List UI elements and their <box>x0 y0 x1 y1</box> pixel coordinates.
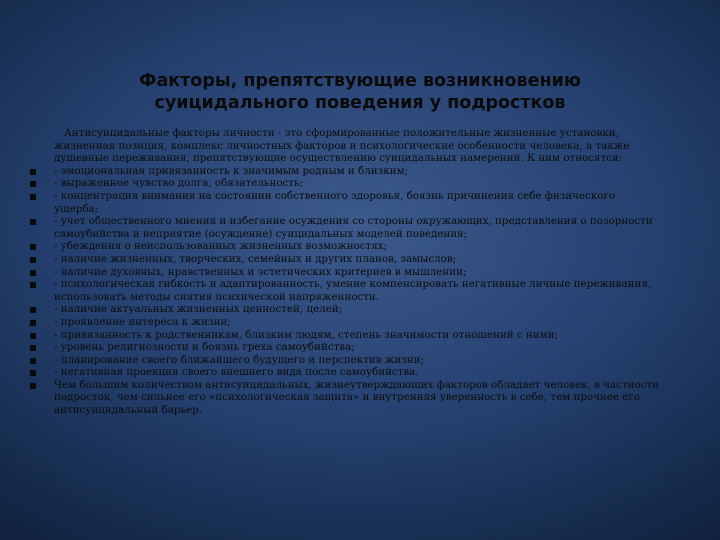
list-item <box>30 190 662 215</box>
list-item-text: - проявление интереса к жизни; <box>54 315 231 328</box>
bullet-square-icon <box>30 181 36 187</box>
list-item <box>30 240 662 253</box>
bullet-list <box>30 165 662 417</box>
list-item-text: - эмоциональная привязанность к значимым родным и близким; <box>54 164 409 177</box>
list-item-text: - привязанность к родственникам, близким людям, степень значимости отношений с ними; <box>54 328 558 341</box>
list-item <box>30 303 662 316</box>
list-item-text: - наличие актуальных жизненных ценностей, целей; <box>54 303 343 316</box>
slide-title <box>60 70 660 114</box>
list-item <box>30 177 662 190</box>
bullet-square-icon <box>30 383 36 389</box>
list-item <box>30 215 662 240</box>
list-item-text: - наличие духовных, нравственных и эстетических критериев в мышлении; <box>54 265 467 278</box>
bullet-square-icon <box>30 370 36 376</box>
bullet-square-icon <box>30 194 36 200</box>
list-item-text: - концентрация внимания на состоянии собственного здоровья, боязнь причинения себе физического ущерба; <box>54 189 616 215</box>
list-item <box>30 316 662 329</box>
bullet-square-icon <box>30 320 36 326</box>
bullet-square-icon <box>30 270 36 276</box>
title-line-1: Факторы, препятствующие возникновению <box>139 71 581 91</box>
list-item-text: - убеждения о неиспользованных жизненных возможностях; <box>54 240 388 253</box>
list-item <box>30 366 662 379</box>
bullet-square-icon <box>30 333 36 339</box>
bullet-square-icon <box>30 219 36 225</box>
list-item-text: - выраженное чувство долга, обязательность; <box>54 177 304 190</box>
bullet-square-icon <box>30 257 36 263</box>
list-item-text: - учет общественного мнения и избегание осуждения со стороны окружающих, представления о позорности самоубийства и неприятие (осуждение) суицидальных моделей поведения; <box>54 215 653 240</box>
title-line-2: суицидального поведения у подростков <box>154 93 566 113</box>
list-item <box>30 354 662 367</box>
list-item <box>30 341 662 354</box>
list-item-text: - уровень религиозности и боязнь греха самоубийства; <box>54 341 355 354</box>
bullet-square-icon <box>30 282 36 288</box>
list-item-text: Чем большим количеством антисуицидальных, жизнеутверждающих факторов обладает человек, в частности подросток, чем сильнее его «психологическая защита» и внутренняя уверенность в себе, тем прочнее его антисуицидальный барьер. <box>54 378 660 417</box>
list-item <box>30 379 662 417</box>
list-item-text: - психологическая гибкость и адаптированность, умение компенсировать негативные личные переживания, использовать методы снятия психической напряженности. <box>54 278 652 303</box>
list-item-text: - планирование своего ближайшего будущего и перспектив жизни; <box>54 353 424 366</box>
list-item-text: - наличие жизненных, творческих, семейных и других планов, замыслов; <box>54 252 457 265</box>
list-item <box>30 266 662 279</box>
list-item <box>30 278 662 303</box>
list-item-text: - негативная проекция своего внешнего вида после самоубийства. <box>54 366 419 379</box>
bullet-square-icon <box>30 307 36 313</box>
list-item <box>30 165 662 178</box>
bullet-square-icon <box>30 244 36 250</box>
list-item <box>30 329 662 342</box>
bullet-square-icon <box>30 358 36 364</box>
slide-body <box>30 127 662 417</box>
list-item <box>30 253 662 266</box>
intro-paragraph: Антисуицидальные факторы личности - это сформированные положительные жизненные установки, жизненная позиция, комплекс личностных факторов и психологические особенности человека, а также душевные переживания, препятствующие осуществлению суицидальных намерений. К ним относятся: <box>54 127 630 165</box>
bullet-square-icon <box>30 345 36 351</box>
bullet-square-icon <box>30 169 36 175</box>
